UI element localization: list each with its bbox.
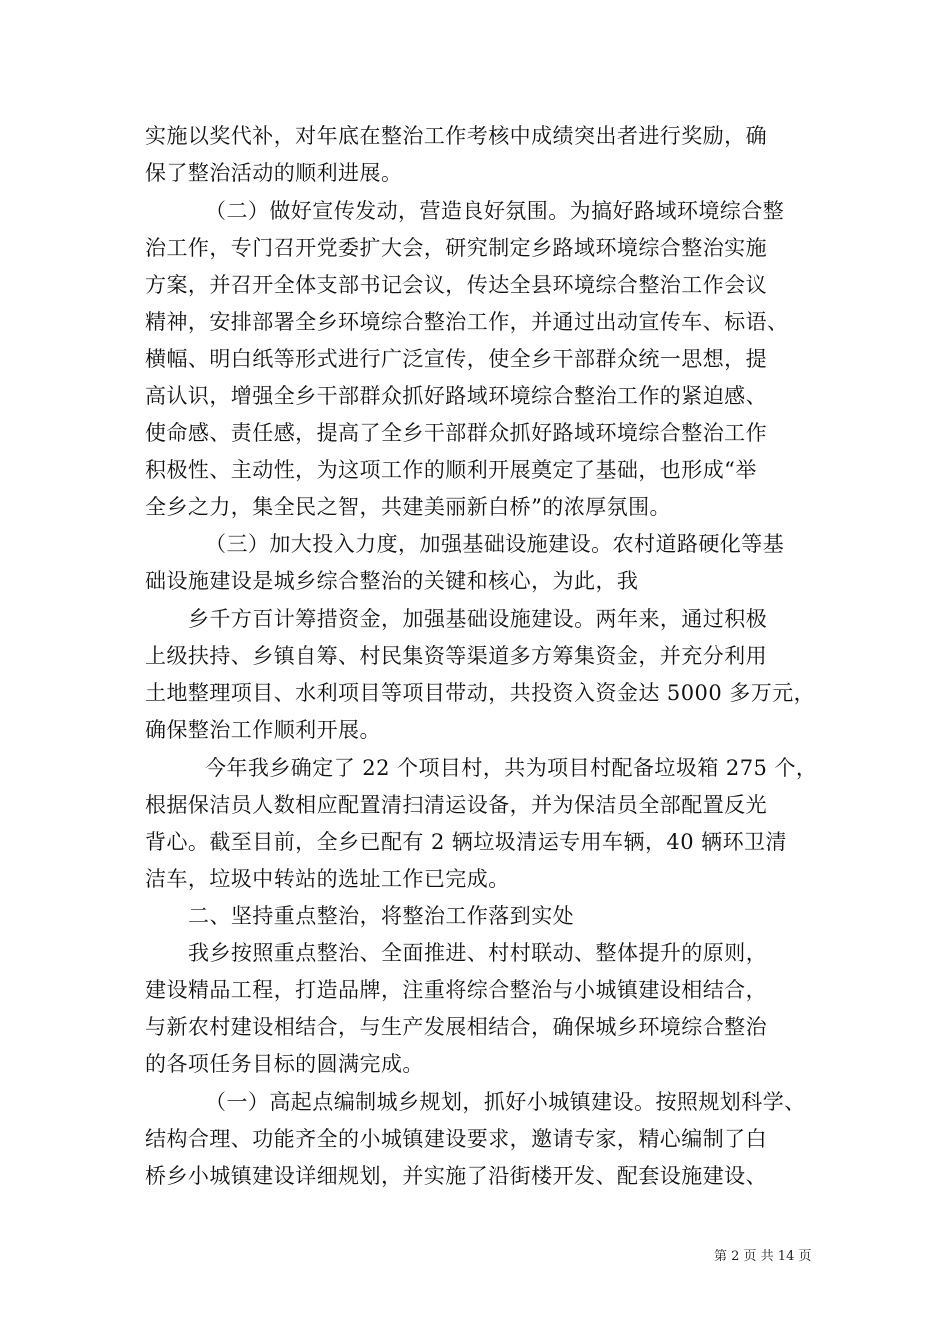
text-line: 建设精品工程，打造品牌，注重将综合整治与小城镇建设相结合， xyxy=(145,978,768,1002)
text-line: 高认识，增强全乡干部群众抓好路域环境综合整治工作的紧迫感、 xyxy=(145,384,768,408)
text-line: 上级扶持、乡镇自筹、村民集资等渠道多方筹集资金，并充分利用 xyxy=(145,644,768,668)
text-line: 积极性、主动性，为这项工作的顺利开展奠定了基础，也形成“举 xyxy=(145,458,757,482)
text-line: 治工作，专门召开党委扩大会，研究制定乡路域环境综合整治实施 xyxy=(145,236,768,260)
text-line: 横幅、明白纸等形式进行广泛宣传，使全乡干部群众统一思想，提 xyxy=(145,347,768,371)
text-line: 乡千方百计筹措资金，加强基础设施建设。两年来，通过积极 xyxy=(188,607,768,631)
text-line: 的各项任务目标的圆满完成。 xyxy=(145,1052,424,1076)
text-line: 保了整治活动的顺利进展。 xyxy=(145,161,403,185)
text-line: 桥乡小城镇建设详细规划，并实施了沿街楼开发、配套设施建设、 xyxy=(145,1164,768,1188)
text-line: 实施以奖代补，对年底在整治工作考核中成绩突出者进行奖励，确 xyxy=(145,124,768,148)
text-line: 我乡按照重点整治、全面推进、村村联动、整体提升的原则， xyxy=(188,941,768,965)
text-line: 背心。截至目前，全乡已配有 2 辆垃圾清运专用车辆，40 辆环卫清 xyxy=(145,830,787,854)
text-line: 土地整理项目、水利项目等项目带动，共投资入资金达 5000 多万元， xyxy=(145,681,816,705)
text-line: 根据保洁员人数相应配置清扫清运设备，并为保洁员全部配置反光 xyxy=(145,793,768,817)
paragraph-heading: （一）高起点编制城乡规划，抓好小城镇建设。按照规划科学、 xyxy=(205,1090,806,1114)
section-heading: 二、坚持重点整治，将整治工作落到实处 xyxy=(188,904,575,928)
text-line: 结构合理、功能齐全的小城镇建设要求，邀请专家，精心编制了白 xyxy=(145,1127,768,1151)
text-line: 使命感、责任感，提高了全乡干部群众抓好路域环境综合整治工作 xyxy=(145,421,768,445)
page-number: 第 2 页 共 14 页 xyxy=(714,1249,812,1264)
paragraph-heading: （三）加大投入力度，加强基础设施建设。农村道路硬化等基 xyxy=(205,532,785,556)
text-line: 全乡之力，集全民之智，共建美丽新白桥”的浓厚氛围。 xyxy=(145,495,671,519)
text-line: 与新农村建设相结合，与生产发展相结合，确保城乡环境综合整治 xyxy=(145,1015,768,1039)
text-line: 洁车，垃圾中转站的选址工作已完成。 xyxy=(145,867,510,891)
text-line: 确保整治工作顺利开展。 xyxy=(145,718,381,742)
text-line: 今年我乡确定了 22 个项目村，共为项目村配备垃圾箱 275 个， xyxy=(205,756,818,780)
text-line: 精神，安排部署全乡环境综合整治工作，并通过出动宣传车、标语、 xyxy=(145,310,789,334)
paragraph-heading: （二）做好宣传发动，营造良好氛围。为搞好路域环境综合整 xyxy=(205,199,785,223)
text-line: 础设施建设是城乡综合整治的关键和核心，为此，我 xyxy=(145,569,639,593)
text-line: 方案，并召开全体支部书记会议，传达全县环境综合整治工作会议 xyxy=(145,273,768,297)
